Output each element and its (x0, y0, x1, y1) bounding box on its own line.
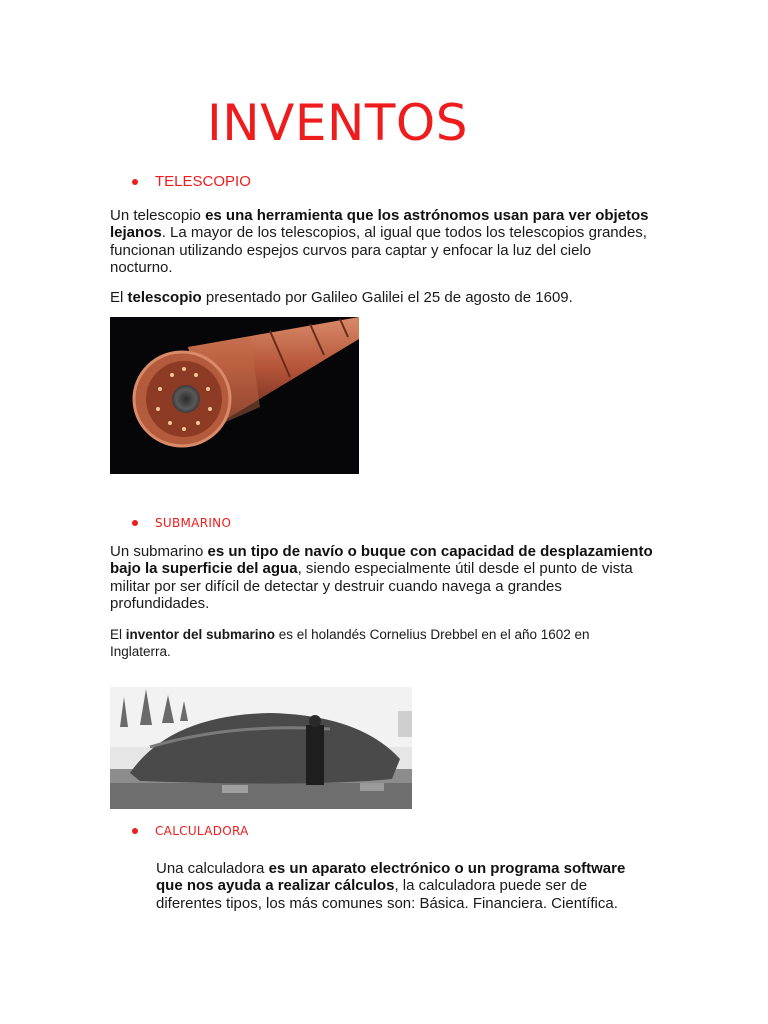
section-heading-telescopio (132, 173, 251, 190)
text-run: Un telescopio (110, 207, 206, 224)
section-heading-submarino (132, 516, 231, 530)
text-run: . La mayor de los telescopios, al igual que todos los telescopios grandes, funcionan utilizando espejos curvos para captar y enfocar la luz del cielo nocturno. (110, 224, 647, 277)
submarine-image (110, 687, 412, 809)
page-title: INVENTOS (207, 94, 468, 152)
section-heading-calculadora (132, 824, 249, 838)
text-run: El (110, 289, 128, 306)
text-run: , siendo especialmente útil desde el punto de vista militar por ser difícil de detectar y destruir cuando navega a grandes profundidades. (110, 560, 633, 613)
bold-run: es una herramienta que los astrónomos usan para ver objetos lejanos (110, 207, 649, 242)
bullet-icon (132, 828, 138, 834)
telescopio-paragraph-2 (110, 289, 670, 306)
text-run: presentado por Galileo Galilei el 25 de agosto de 1609. (201, 289, 573, 306)
text-run: Un submarino (110, 543, 208, 560)
telescopio-paragraph-1 (110, 207, 655, 277)
submarino-paragraph-2 (110, 626, 630, 660)
telescope-image (110, 317, 359, 474)
text-run: El (110, 627, 126, 642)
text-run: Una calculadora (156, 860, 269, 877)
heading-label: CALCULADORA (155, 824, 249, 838)
calculadora-paragraph-1 (156, 860, 646, 912)
heading-label: TELESCOPIO (155, 173, 251, 190)
submarino-paragraph-1 (110, 543, 660, 613)
bold-run: inventor del submarino (125, 627, 276, 642)
bold-run: es un aparato electrónico o un programa software que nos ayuda a realizar cálculos (156, 860, 626, 895)
bold-run: es un tipo de navío o buque con capacidad de desplazamiento bajo la superficie del agua (110, 543, 653, 578)
bullet-icon (132, 520, 138, 526)
text-run: , la calculadora puede ser de diferentes tipos, los más comunes son: Básica. Financiera. Científica. (156, 877, 618, 912)
heading-label: SUBMARINO (155, 516, 232, 530)
bold-run: telescopio (127, 289, 202, 306)
telescope-illustration (110, 317, 359, 474)
text-run: es el holandés Cornelius Drebbel en el año 1602 en Inglaterra. (110, 627, 590, 659)
bullet-icon (132, 179, 138, 185)
submarine-illustration (110, 687, 412, 809)
